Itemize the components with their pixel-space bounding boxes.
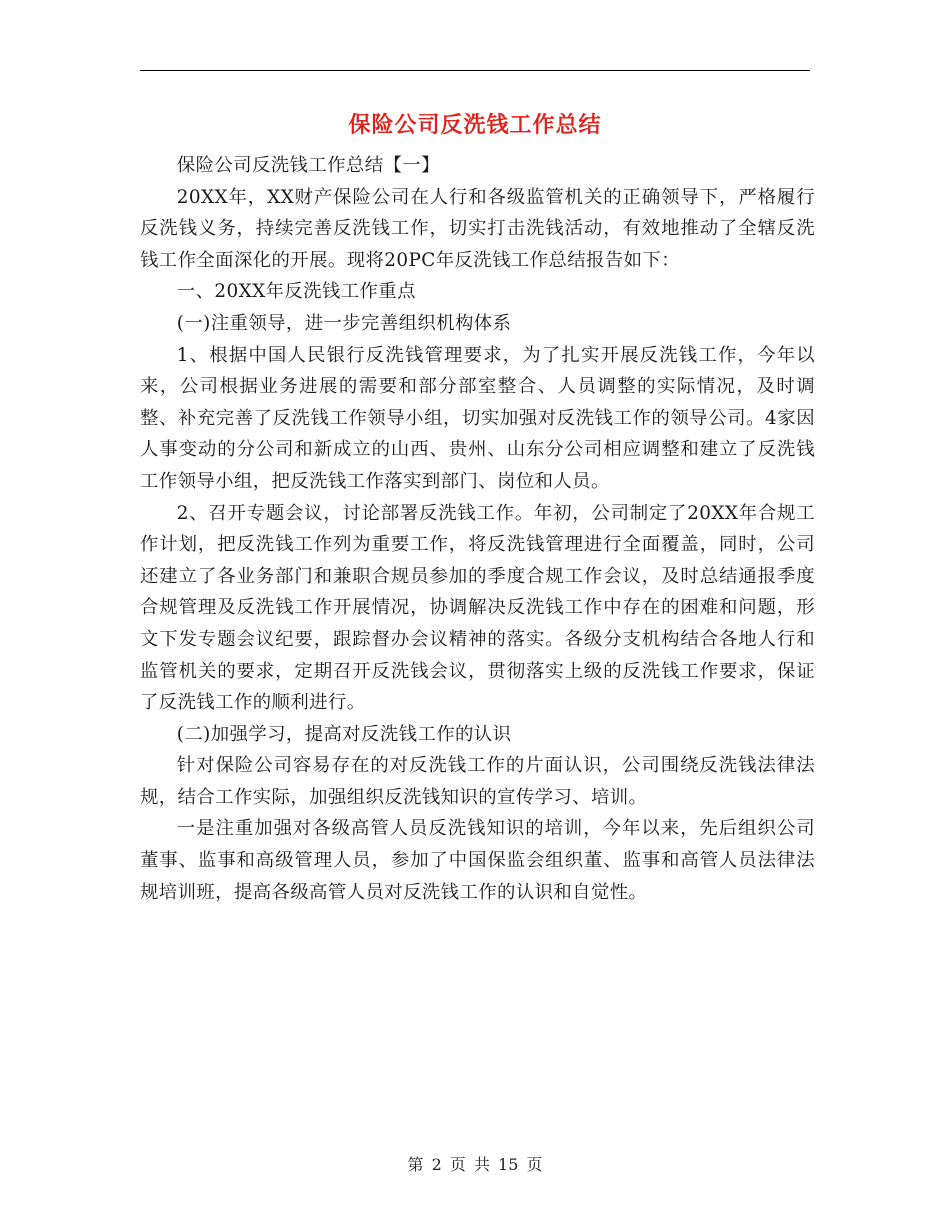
document-title: 保险公司反洗钱工作总结 (348, 112, 602, 138)
page-number: 第 2 页 共 15 页 (407, 1155, 543, 1174)
paragraph-intro: 20XX年，XX财产保险公司在人行和各级监管机关的正确领导下，严格履行反洗钱义务，持续完善反洗钱工作，切实打击洗钱活动，有效地推动了全辖反洗钱工作全面深化的开展。现将20PC年反洗钱工作总结报告如下： (140, 186, 815, 271)
header-rule (140, 70, 810, 71)
subheading-learning: (二)加强学习，提高对反洗钱工作的认识 (176, 723, 512, 745)
paragraph-learning: 针对保险公司容易存在的对反洗钱工作的片面认识，公司围绕反洗钱法律法规，结合工作实际，加强组织反洗钱知识的宣传学习、培训。 (140, 755, 815, 808)
paragraph-training: 一是注重加强对各级高管人员反洗钱知识的培训，今年以来，先后组织公司董事、监事和高级管理人员，参加了中国保监会组织董、监事和高管人员法律法规培训班，提高各级高管人员对反洗钱工作的认识和自觉性。 (140, 818, 815, 903)
section-heading: 保险公司反洗钱工作总结【一】 (176, 155, 440, 176)
paragraph-item-1: 1、根据中国人民银行反洗钱管理要求，为了扎实开展反洗钱工作，今年以来，公司根据业务进展的需要和部分部室整合、人员调整的实际情况，及时调整、补充完善了反洗钱工作领导小组，切实加强对反洗钱工作的领导公司。4家因人事变动的分公司和新成立的山西、贵州、山东分公司相应调整和建立了反洗钱工作领导小组，把反洗钱工作落实到部门、岗位和人员。 (140, 344, 815, 492)
subheading-leadership: (一)注重领导，进一步完善组织机构体系 (176, 312, 512, 334)
heading-key-points: 一、20XX年反洗钱工作重点 (176, 281, 416, 303)
paragraph-item-2: 2、召开专题会议，讨论部署反洗钱工作。年初，公司制定了20XX年合规工作计划，把反洗钱工作列为重要工作，将反洗钱管理进行全面覆盖，同时，公司还建立了各业务部门和兼职合规员参加的季度合规工作会议，及时总结通报季度合规管理及反洗钱工作开展情况，协调解决反洗钱工作中存在的困难和问题，形文下发专题会议纪要，跟踪督办会议精神的落实。各级分支机构结合各地人行和监管机关的要求，定期召开反洗钱会议，贯彻落实上级的反洗钱工作要求，保证了反洗钱工作的顺利进行。 (140, 502, 815, 714)
document-body (140, 150, 815, 908)
